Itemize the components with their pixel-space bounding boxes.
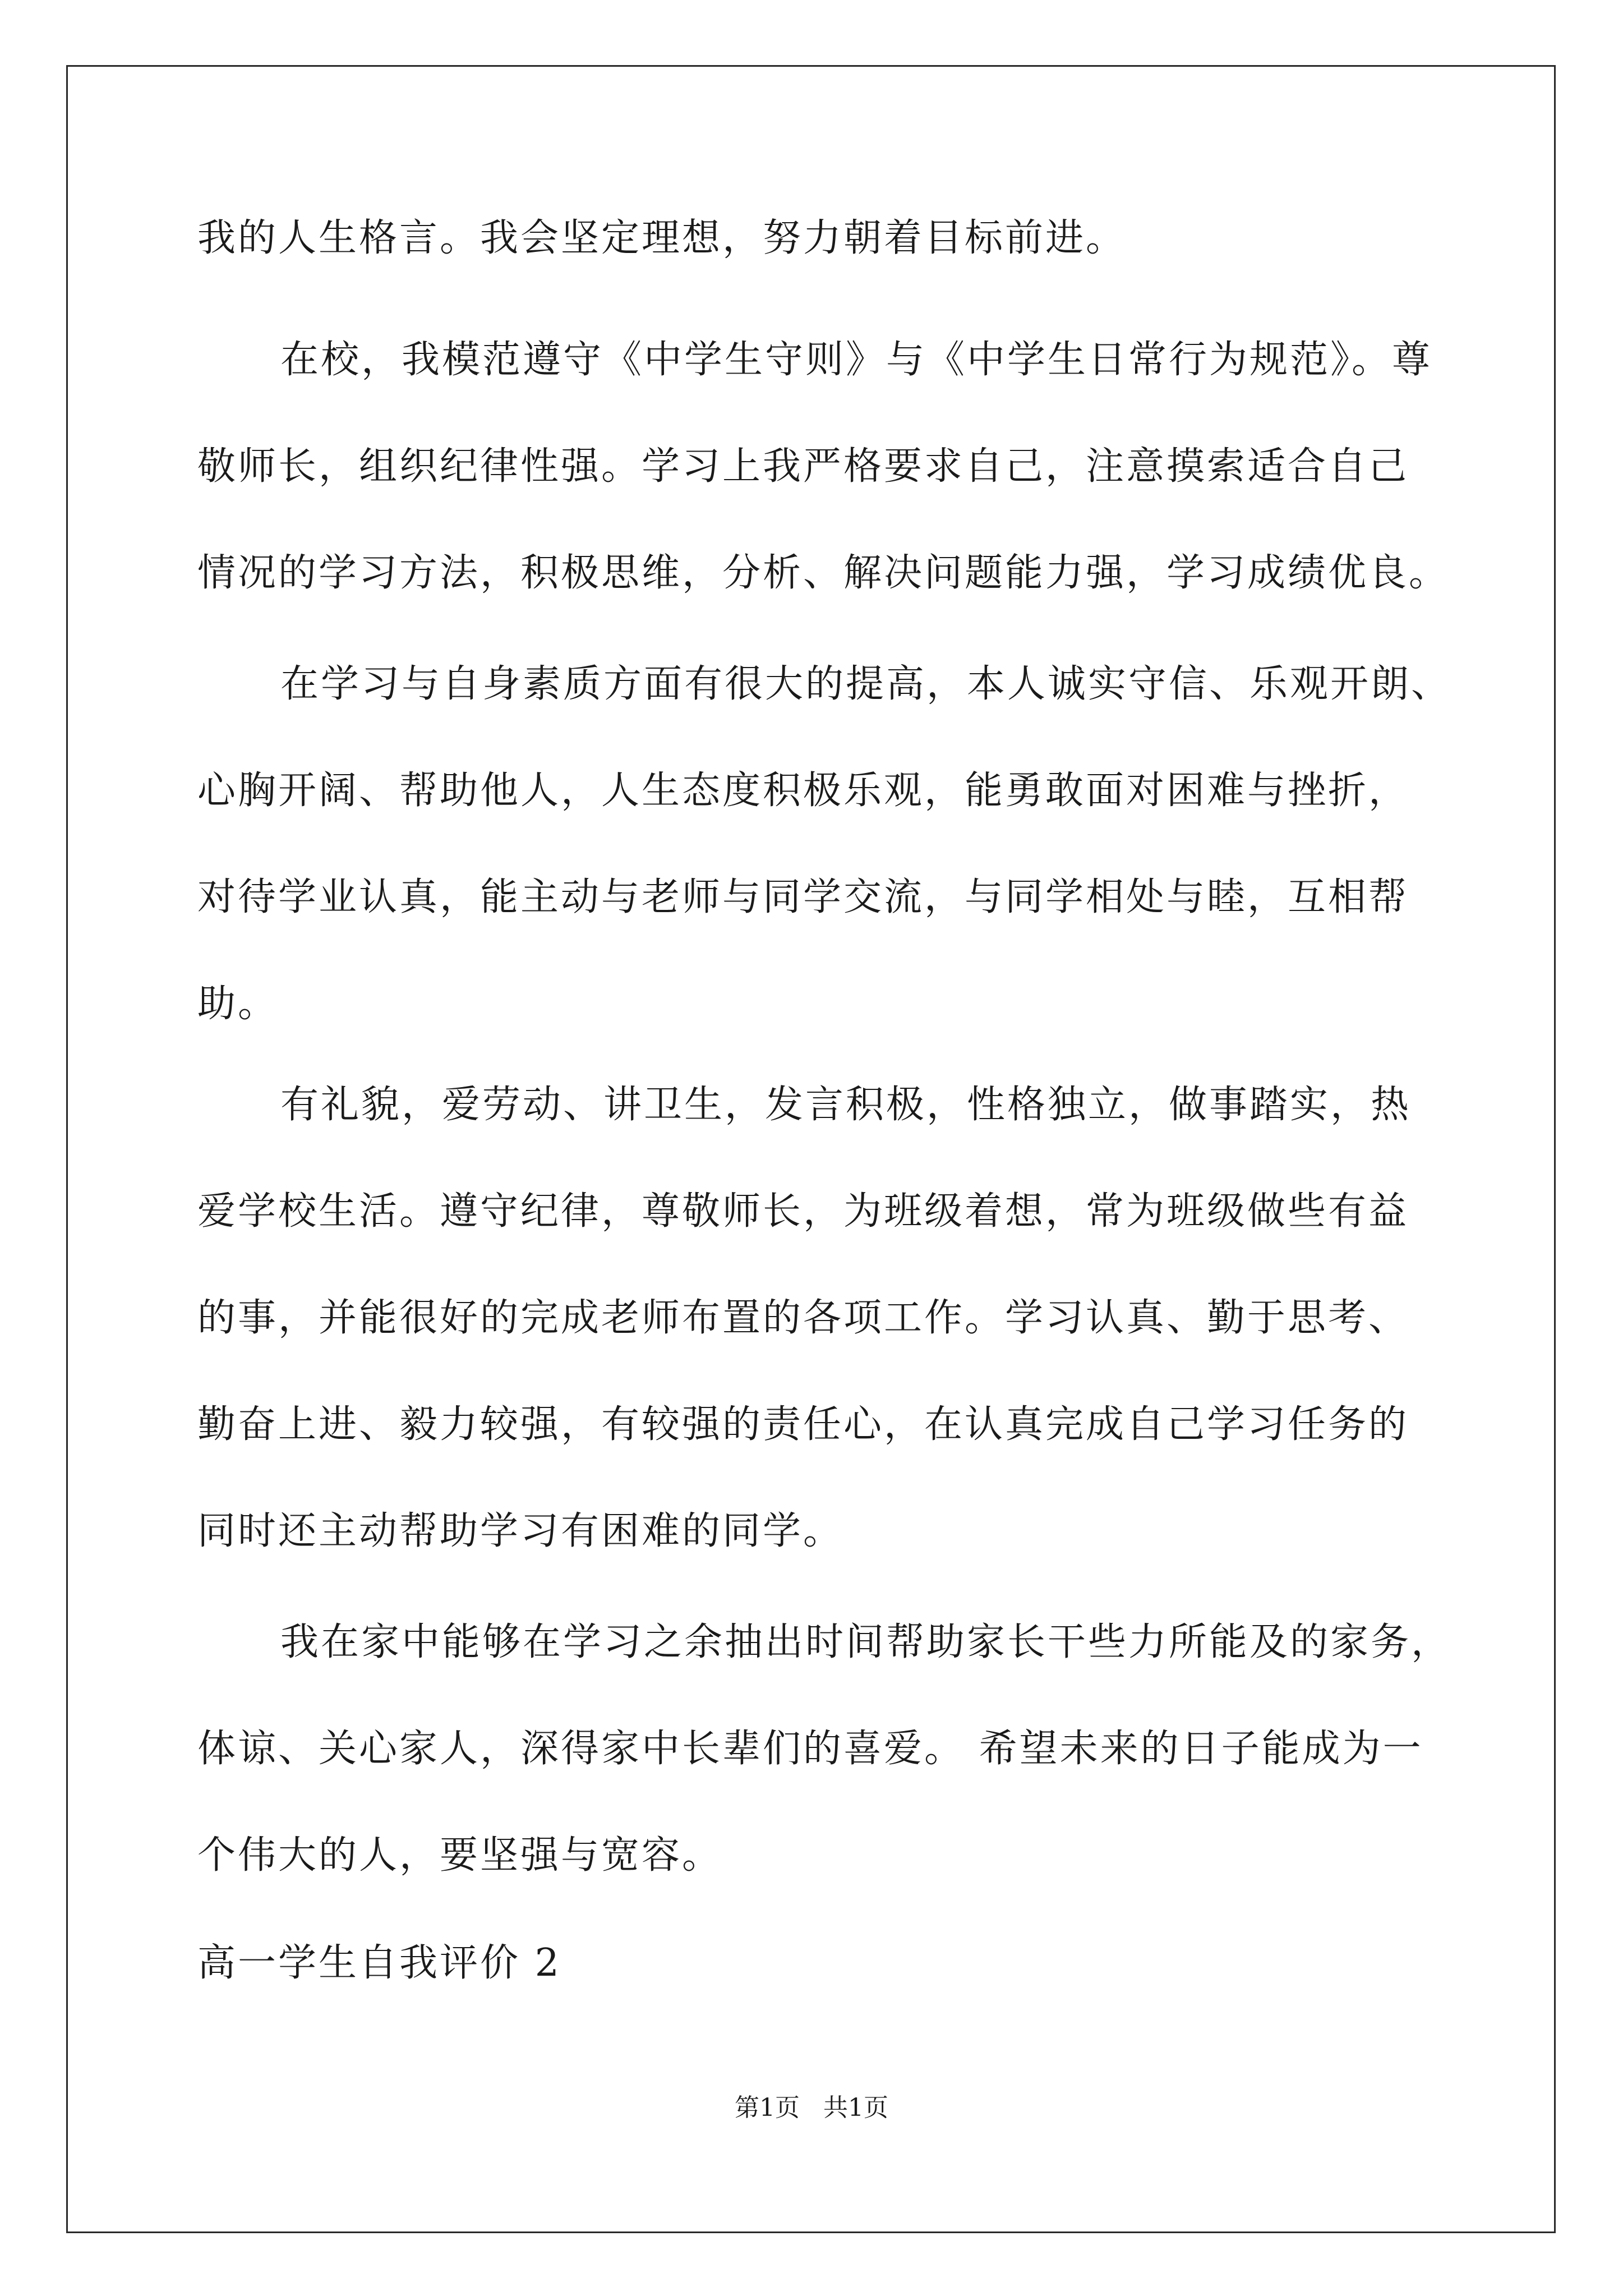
text-line: 在校，我模范遵守《中学生守则》与《中学生日常行为规范》。尊 — [280, 338, 1433, 382]
page-number: 第1页 — [735, 2093, 800, 2122]
text-line: 对待学业认真，能主动与老师与同学交流，与同学相处与睦，互相帮 — [197, 875, 1409, 919]
text-line: 勤奋上进、毅力较强，有较强的责任心，在认真完成自己学习任务的 — [197, 1402, 1409, 1447]
text-line: 的事，并能很好的完成老师布置的各项工作。学习认真、勤于思考、 — [197, 1296, 1409, 1340]
text-line: 情况的学习方法，积极思维，分析、解决问题能力强，学习成绩优良。 — [197, 551, 1450, 595]
text-line: 体谅、关心家人，深得家中长辈们的喜爱。 希望未来的日子能成为一 — [197, 1727, 1423, 1771]
text-line: 有礼貌，爱劳动、讲卫生，发言积极，性格独立，做事踏实，热 — [280, 1083, 1412, 1127]
text-line: 敬师长，组织纪律性强。学习上我严格要求自己，注意摸索适合自己 — [197, 444, 1409, 489]
text-line: 个伟大的人，要坚强与宽容。 — [197, 1833, 723, 1878]
text-line: 我的人生格言。我会坚定理想，努力朝着目标前进。 — [197, 216, 1127, 260]
text-line: 在学习与自身素质方面有很大的提高，本人诚实守信、乐观开朗、 — [280, 662, 1452, 706]
text-line: 同时还主动帮助学习有困难的同学。 — [197, 1509, 844, 1553]
text-line: 爱学校生活。遵守纪律，尊敬师长，为班级着想，常为班级做些有益 — [197, 1189, 1409, 1234]
page-footer — [0, 2091, 1623, 2125]
text-line: 我在家中能够在学习之余抽出时间帮助家长干些力所能及的家务， — [280, 1620, 1452, 1664]
section-heading: 高一学生自我评价 2 — [197, 1941, 561, 1985]
text-line: 心胸开阔、帮助他人，人生态度积极乐观，能勇敢面对困难与挫折， — [197, 769, 1409, 813]
page-total: 共1页 — [823, 2093, 888, 2122]
page-border — [66, 65, 1556, 2233]
text-line: 助。 — [197, 982, 279, 1026]
